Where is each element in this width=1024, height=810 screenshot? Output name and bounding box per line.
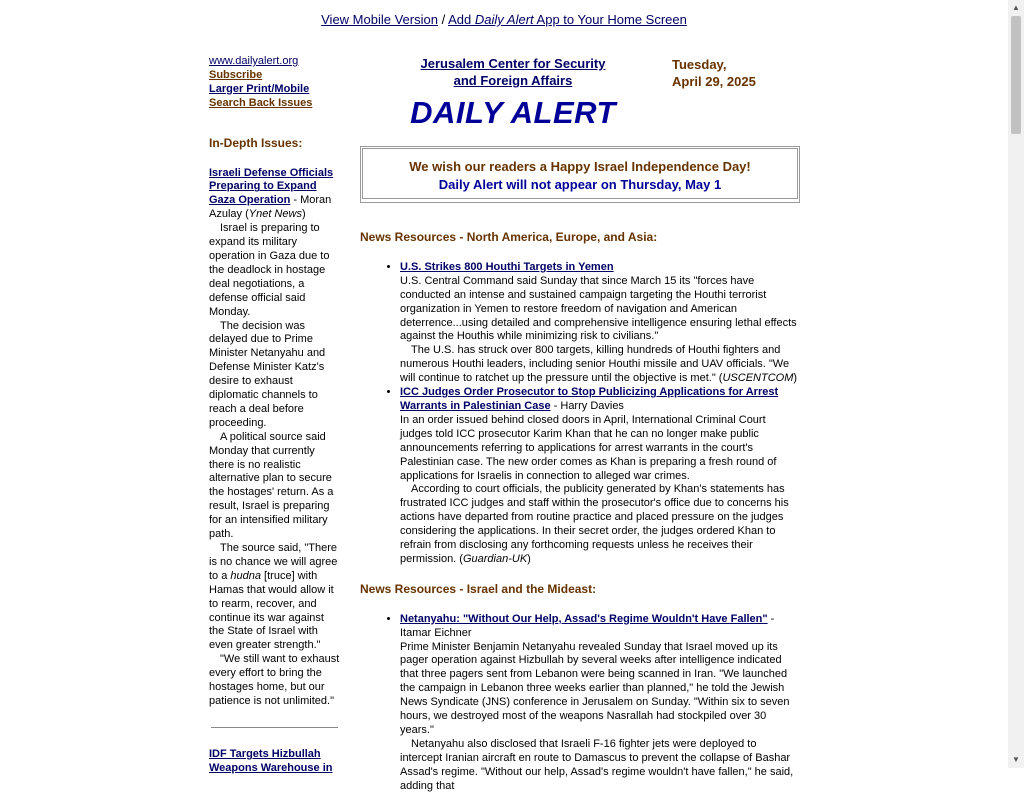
org-line2: and Foreign Affairs: [453, 73, 573, 88]
add-prefix: Add: [448, 12, 472, 27]
sidebar-paragraph: A political source said Monday that currently there is no realistic alternative plan to secure the hostages' return. As a result, Israel is preparing for an intensified military path.: [209, 430, 334, 541]
sidebar: [209, 55, 340, 776]
add-app-link[interactable]: [448, 12, 687, 27]
view-mobile-link[interactable]: View Mobile Version: [321, 12, 438, 27]
news-close: ): [793, 372, 798, 385]
issue-date-text: April 29, 2025: [672, 74, 756, 89]
sidebar-p4-a: The source said, "There is no chance we will agree to a: [209, 542, 338, 582]
section2-list: [360, 613, 800, 794]
sidebar-links: [209, 55, 340, 111]
sidebar-paragraph: "We still want to exhaust every effort to bring the hostages home, but our patience is not unlimited.": [209, 653, 340, 707]
news-body: [400, 414, 800, 567]
larger-print-link[interactable]: Larger Print/Mobile: [209, 82, 310, 95]
notice-line1: We wish our readers a Happy Israel Independence Day!: [409, 159, 751, 174]
top-separator: /: [441, 12, 446, 27]
news-headline[interactable]: ICC Judges Order Prosecutor to Stop Publicizing Applications for Arrest Warrants in Palestinian Case: [400, 386, 779, 412]
news-item: [400, 386, 800, 567]
search-back-issues-link[interactable]: Search Back Issues: [209, 96, 313, 109]
news-headline[interactable]: Netanyahu: "Without Our Help, Assad's Regime Wouldn't Have Fallen": [400, 612, 768, 625]
sidebar-p4-b: [truce] with Hamas that would allow it to rearm, recover, and continue its war against the State of Israel with even greater strength.": [209, 569, 334, 652]
site-url-link[interactable]: www.dailyalert.org: [209, 55, 299, 67]
notice-box: [360, 146, 800, 203]
sidebar-divider: [211, 727, 338, 728]
org-name[interactable]: [400, 55, 626, 89]
notice-inner: [362, 148, 798, 199]
scroll-up-arrow-icon[interactable]: ▲: [1012, 3, 1020, 12]
news-source: USCENTCOM: [722, 372, 794, 385]
sidebar-source: Ynet News: [248, 208, 302, 221]
news-item: [400, 261, 800, 386]
main-column: [360, 231, 800, 810]
news-paragraph: In an order issued behind closed doors in April, International Criminal Court judges told ICC prosecutor Karim Khan that he can no longer make public announcements referring to applications for arrest warrants in the court's Palestinian case. The new order comes as Khan is preparing a fresh round of applications for Israelis in connection to alleged war crimes.: [400, 413, 777, 482]
news-byline: - Itamar Eichner: [400, 612, 775, 639]
news-paragraph: U.S. Central Command said Sunday that since March 15 its "forces have conducted an intense and sustained campaign targeting the Houthi terrorist organization in Yemen to restore freedom of navigation and American deterrence...using detailed and comprehensive intelligence ensuring lethal effects against the Houthis while minimizing risk to civilians.": [400, 274, 797, 343]
org-line1: Jerusalem Center for Security: [420, 56, 606, 71]
news-paragraph: Netanyahu also disclosed that Israeli F-16 fighter jets were deployed to intercept Iranian aircraft en route to Damascus to prevent the collapse of Bashar Assad's regime. "Without our help, Assad's regime wouldn't have fallen," he said, adding that: [400, 737, 794, 792]
sidebar-paragraph: The decision was delayed due to Prime Minister Netanyahu and Defense Minister Katz's desire to exhaust diplomatic channels to reach a deal before proceeding.: [209, 319, 326, 429]
subscribe-link[interactable]: Subscribe: [209, 68, 263, 81]
section1-list: [360, 261, 800, 567]
news-p2: According to court officials, the publicity generated by Khan's statements has frustrated ICC judges and staff within the prosecutor's office due to concerns his actions have departed from routine practice and placed pressure on the judges considering the applications. In their secret order, the judges ordered Khan to refrain from disclosing any forthcoming requests unless he receives their permission. (: [400, 483, 789, 565]
in-depth-heading: In-Depth Issues:: [209, 135, 303, 150]
news-close: ): [527, 552, 531, 565]
news-paragraph: [400, 483, 800, 566]
sidebar-p4-italic: hudna: [230, 569, 261, 582]
notice-line2: Daily Alert will not appear on Thursday, May 1: [438, 177, 722, 192]
top-bar: [0, 12, 1008, 27]
news-paragraph: Prime Minister Benjamin Netanyahu revealed Sunday that Israel moved up its pager operation against Hizbullah by several weeks after intelligence indicated that three pagers sent from Lebanon were being scanned in Iran. "We launched the campaign in Lebanon three weeks earlier than planned," he told the Jewish News Syndicate (JNS) conference in Jerusalem on Sunday. "Within six to seven hours, we destroyed most of the weapons Nasrallah had stockpiled over 30 years.": [400, 640, 790, 736]
brand-title: DAILY ALERT: [410, 95, 616, 130]
sidebar-story2-title[interactable]: IDF Targets Hizbullah Weapons Warehouse in: [209, 747, 333, 774]
add-suffix: App to Your Home Screen: [536, 12, 687, 27]
news-headline[interactable]: U.S. Strikes 800 Houthi Targets in Yemen: [400, 260, 614, 273]
sidebar-story-title[interactable]: Israeli Defense Officials Preparing to Expand Gaza Operation: [209, 166, 334, 207]
news-body: [400, 275, 800, 386]
sidebar-byline: - Moran Azulay (: [209, 194, 332, 221]
news-item: [400, 613, 800, 794]
sidebar-story: [209, 167, 340, 709]
news-byline: - Harry Davies: [550, 399, 624, 412]
news-paragraph: [400, 344, 800, 386]
add-app-italic: Daily Alert: [474, 12, 534, 27]
news-body: [400, 641, 800, 794]
masthead: [400, 55, 626, 131]
sidebar-paragraph: [209, 542, 340, 653]
sidebar-paragraph: Israel is preparing to expand its military operation in Gaza due to the deadlock in hostage deal negotiations, a defense official said Monday.: [209, 222, 330, 318]
scroll-down-arrow-icon[interactable]: ▼: [1012, 755, 1020, 764]
news-p2: The U.S. has struck over 800 targets, killing hundreds of Houthi fighters and numerous Houthi leaders, including senior Houthi missile and UAV officials. "We will continue to ratchet up the pressure until the objective is met." (: [400, 344, 790, 385]
news-source: Guardian-UK: [462, 552, 528, 565]
issue-weekday: Tuesday,: [672, 57, 727, 72]
sidebar-byline-end: ): [301, 208, 306, 221]
scrollbar-thumb[interactable]: [1011, 16, 1021, 134]
issue-date: [672, 56, 756, 90]
vertical-scrollbar[interactable]: [1008, 0, 1024, 768]
section2-heading: News Resources - Israel and the Mideast:: [360, 581, 597, 596]
section1-heading: News Resources - North America, Europe, and Asia:: [360, 230, 658, 244]
